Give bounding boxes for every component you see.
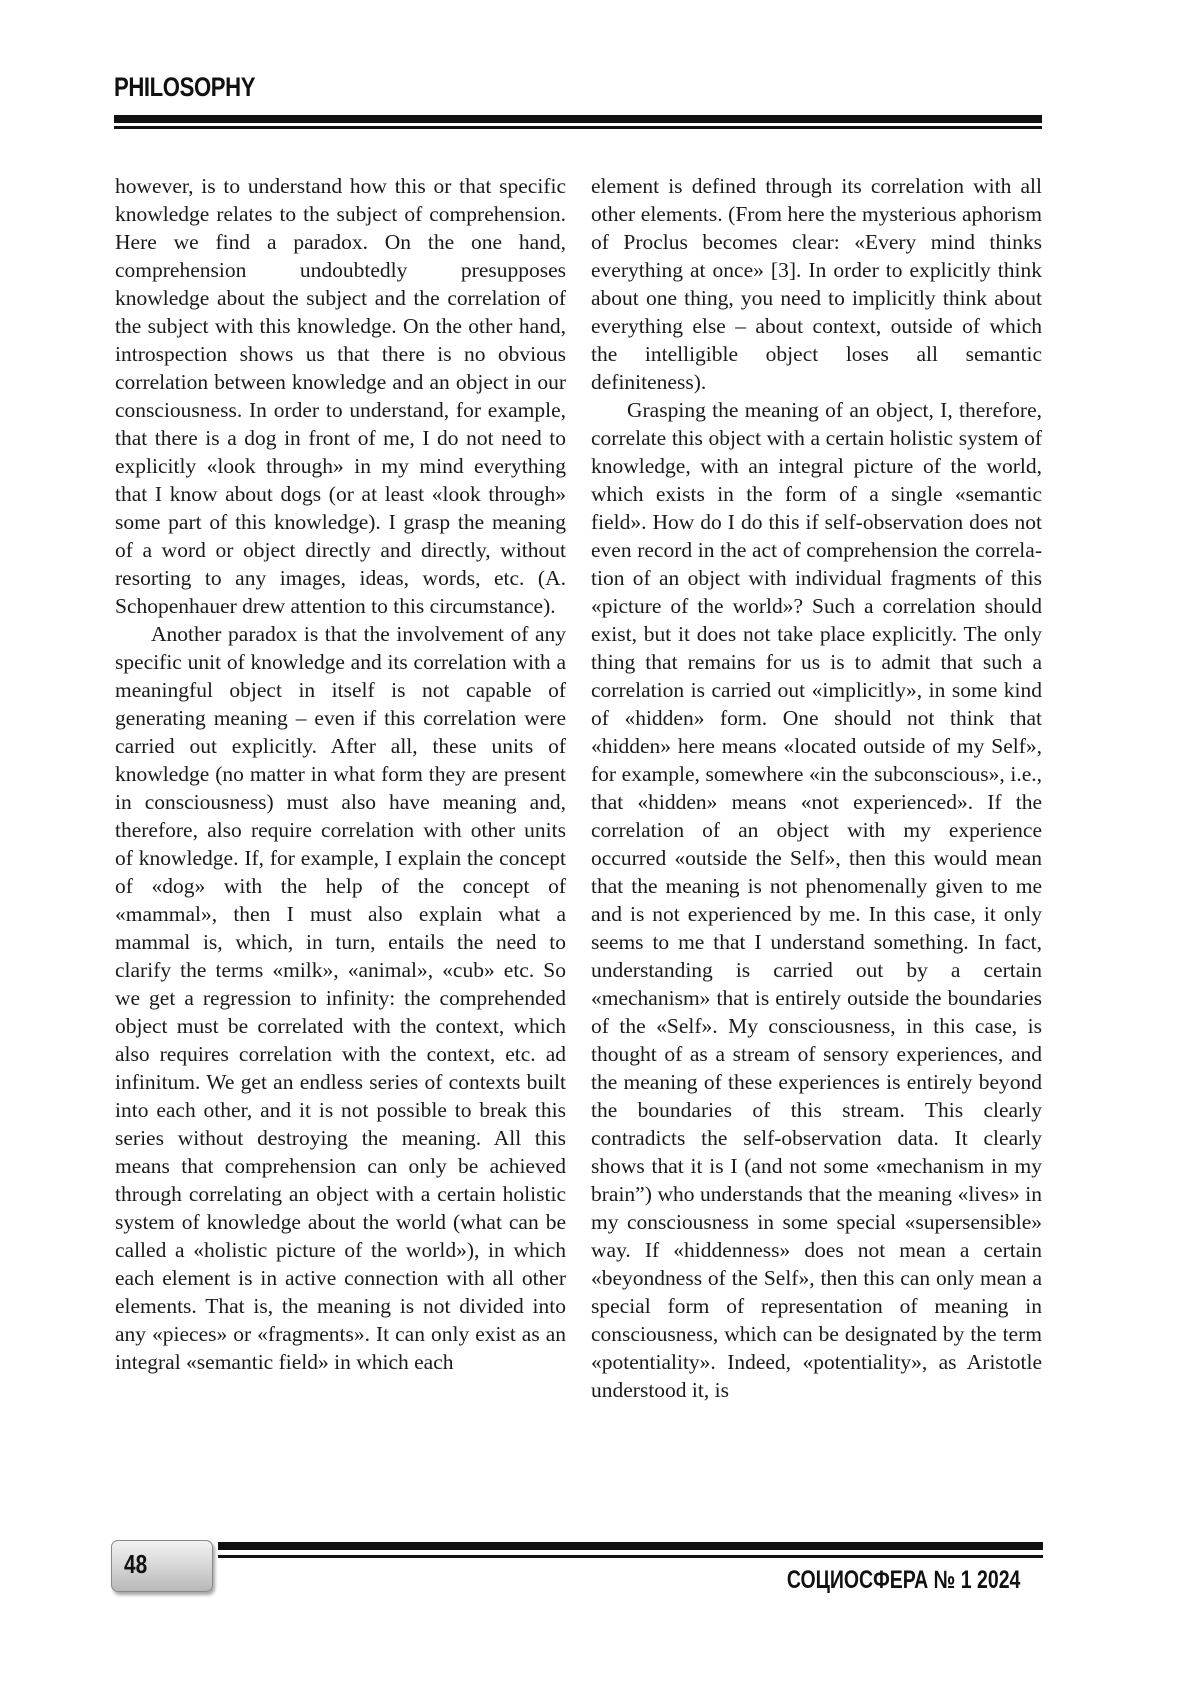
paragraph: Grasping the meaning of an object, I, therefore, correlate this object with a certain holistic system of knowledge, with an integral picture of the world, which exists in the form of a single «semantic field». How do I do this if self-observation does not even record in the act of comprehension the correlation of an object with individual fragments of this «picture of the world»? Such a correlation should exist, but it does not take place explicitly. The only thing that remains for us is to admit that such a correlation is carried out «implicitly», in some kind of «hidden» form. One should not think that «hidden» here means «located outside of my Self», for example, somewhere «in the subconscious», i.e., that «hidden» means «not experienced». If the correlation of an object with my experience occurred «outside the Self», then this would mean that the meaning is not phenomenally given to me and is not experienced by me. In this case, it only seems to me that I understand something. In fact, understanding is carried out by a certain «mechanism» that is entirely outside the boundaries of the «Self». My consciousness, in this case, is thought of as a stream of sensory experiences, and the meaning of these experiences is entirely beyond the boundaries of this stream. This clearly contradicts the self-observation data. It clearly shows that it is I (and not some «mechanism in my brain”) who understands that the meaning «lives» in my consciousness in some special «supersensible» way. If «hiddenness» does not mean a certain «beyondness of the Self», then this can only mean a special form of representation of meaning in consciousness, which can be designated by the term «potentiality». Indeed, «potentiality», as Aristotle understood it, is xyxy=(591,398,1042,1402)
column-right xyxy=(591,172,1042,1404)
header-rule-thin xyxy=(114,126,1042,129)
footer-rule-thin xyxy=(218,1555,1043,1558)
journal-issue: СОЦИОСФЕРА № 1 2024 xyxy=(786,1566,1020,1594)
paragraph: Another paradox is that the involvement of any specific unit of knowledge and its correlation with a meaningful object in itself is not capable of generating meaning – even if this correlation were carried out explicitly. After all, these units of knowledge (no matter in what form they are present in consciousness) must also have meaning and, therefore, also require correlation with other units of knowledge. If, for example, I explain the concept of «dog» with the help of the concept of «mammal», then I must also explain what a mammal is, which, in turn, entails the need to clarify the terms «milk», «animal», «cub» etc. So we get a regression to infinity: the comprehended object must be correlated with the context, which also requires correlation with the context, etc. ad infinitum. We get an endless series of contexts built into each other, and it is not possible to break this series without destroying the meaning. All this means that comprehension can only be achieved through correlating an object with a certain holistic system of knowledge about the world (what can be called a «holistic picture of the world»), in which each element is in active connection with all other elements. That is, the meaning is not divided into any «pieces» or «fragments». It can only exist as an integral «semantic field» in which each xyxy=(115,622,566,1374)
paragraph: however, is to understand how this or that specific knowledge relates to the subject of comprehension. Here we find a paradox. On the one hand, comprehension undoubtedly presupposes knowledge about the subject and the correlation of the subject with this knowledge. On the other hand, introspection shows us that there is no obvious correlation between knowledge and an object in our consciousness. In order to understand, for example, that there is a dog in front of me, I do not need to explicitly «look through» in my mind everything that I know about dogs (or at least «look through» some part of this knowledge). I grasp the meaning of a word or object directly and directly, without resorting to any images, ideas, words, etc. (A. Schopenhauer drew attention to this circumstance). xyxy=(115,174,566,618)
page-number-badge xyxy=(111,1540,213,1592)
paragraph: element is defined through its correlation with all other elements. (From here the mysterious aphorism of Proclus becomes clear: «Every mind thinks everything at once» [3]. In order to explicitly think about one thing, you need to implicitly think about everything else – about context, outside of which the intelligible object loses all semantic definiteness). xyxy=(591,174,1042,394)
page-number: 48 xyxy=(124,1549,148,1579)
header-rule-thick xyxy=(114,115,1042,123)
column-left xyxy=(115,172,566,1376)
section-title: PHILOSOPHY xyxy=(114,72,256,102)
footer-rule-thick xyxy=(218,1542,1043,1550)
